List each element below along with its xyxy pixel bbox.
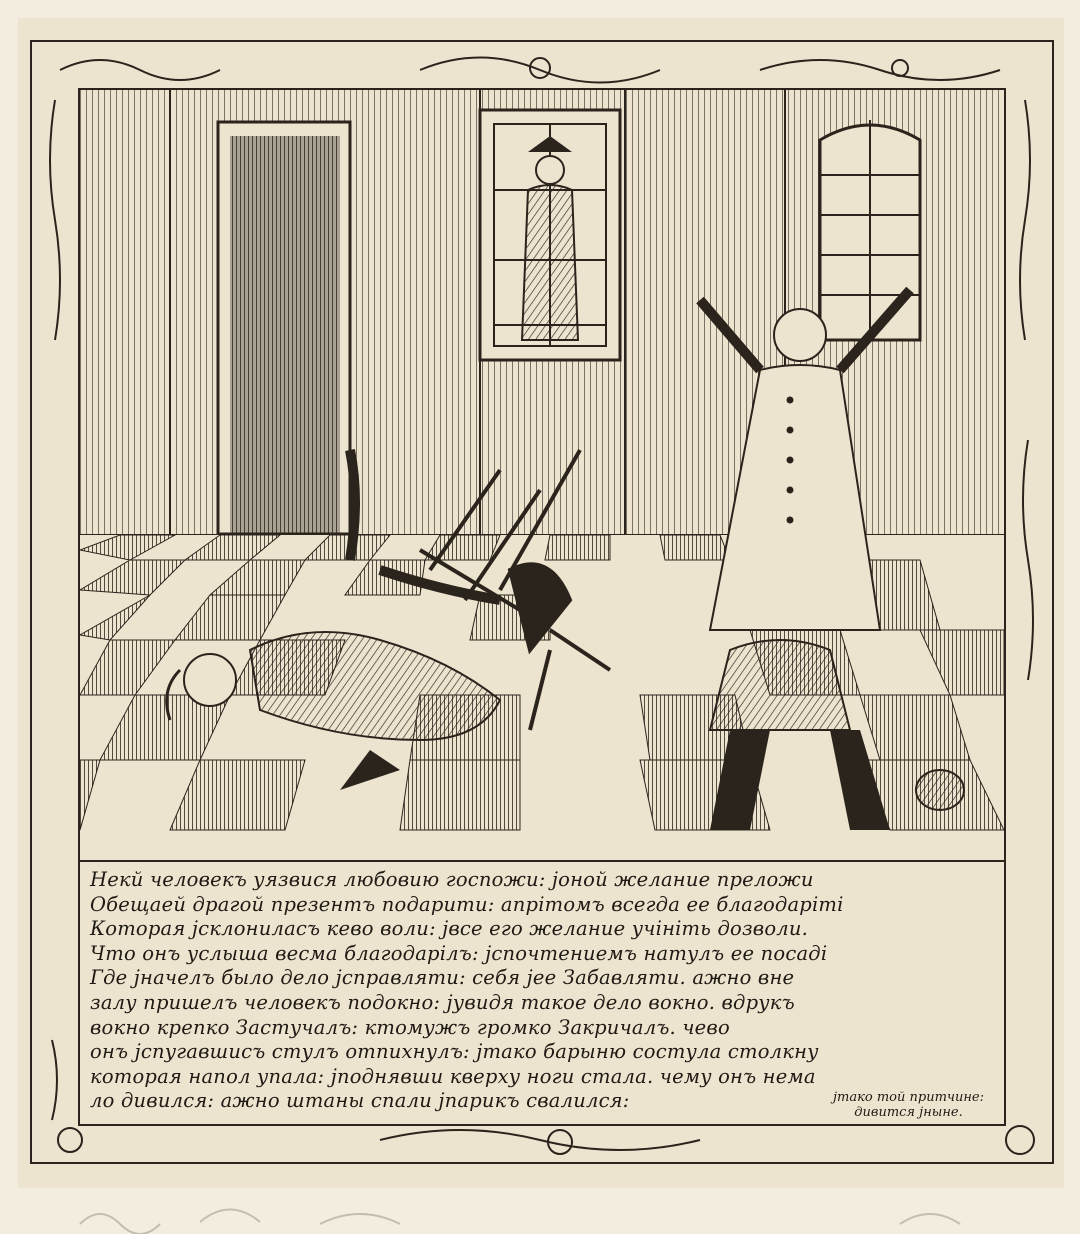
pencil-annotation [0, 1194, 1080, 1234]
caption-note [833, 1090, 984, 1120]
caption-line: Некй человекъ уязвися любовию госпожи: јоной желание преложи [90, 868, 814, 891]
verse-caption [80, 860, 1004, 1124]
caption-note-line: дивится јныне. [854, 1105, 963, 1120]
caption-line: Обещаей драгой презентъ подарити: апрітомъ всегда ее благодаріті [90, 892, 844, 916]
window-with-onlooker [480, 110, 620, 360]
caption-line: залу пришелъ человекъ подокно: јувидя такое дело вокно. вдрукъ [90, 990, 795, 1014]
caption-line: онъ јспугавшисъ стулъ отпихнулъ: јтако барыню состула столкну [90, 1040, 819, 1064]
caption-line: Что онъ услыша весма благодарілъ: јспочтениемъ натулъ ее посаді [90, 941, 828, 965]
caption-line: которая напол упала: јподнявши кверху ноги стала. чему онъ нема [90, 1064, 816, 1088]
caption-line: вокно крепко Застучалъ: ктомужъ громко Закричалъ. чево [90, 1015, 730, 1039]
doorway [218, 122, 350, 534]
caption-line: Которая јсклониласъ кево воли: јвсе его желание учініть дозволи. [90, 917, 809, 941]
caption-line: Где јначелъ было дело јсправляти: себя јее Забавляти. ажно вне [90, 966, 795, 990]
caption-line: ло дивился: ажно штаны спали јпарикъ свалился: [90, 1089, 630, 1113]
caption-note-line: јтако той притчине: [833, 1090, 984, 1105]
tall-window [820, 120, 920, 340]
engraved-scene [80, 90, 1004, 858]
fallen-wig [916, 770, 964, 810]
